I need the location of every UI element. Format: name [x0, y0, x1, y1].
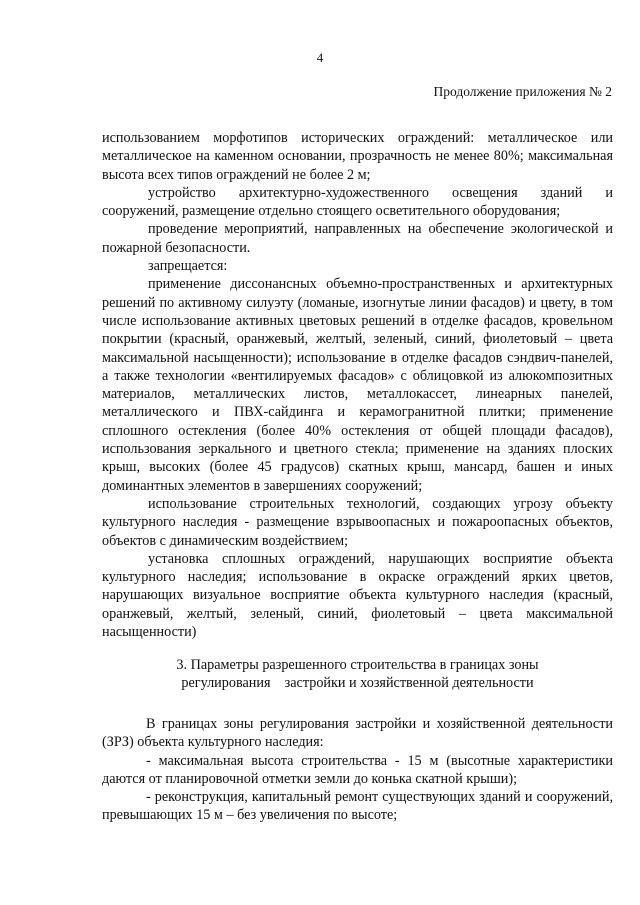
paragraph-zrz-intro: В границах зоны регулирования застройки и хозяйственной деятельности (ЗРЗ) объекта культурного наследия: [102, 716, 613, 751]
paragraph-prohibited-label: запрещается: [148, 258, 228, 275]
section-heading [102, 656, 613, 693]
appendix-continuation-note: Продолжение приложения № 2 [433, 84, 612, 99]
paragraph-max-height: - максимальная высота строительства - 15 м (высотные характеристики даются от планировочной отметки земли до конька скатной крыши); [102, 752, 613, 787]
paragraph-safety: проведение мероприятий, направленных на обеспечение экологической и пожарной безопасности. [102, 221, 613, 256]
paragraph-construction-technologies: использование строительных технологий, создающих угрозу объекту культурного наследия - размещение взрывоопасных и пожароопасных объектов, объектов с динамическим воздействием; [102, 495, 613, 549]
paragraph-reconstruction: - реконструкция, капитальный ремонт существующих зданий и сооружений, превышающих 15 м – без увеличения по высоте; [102, 789, 613, 824]
section-heading-line-2: регулирования застройки и хозяйственной деятельности [181, 675, 534, 692]
section-heading-line-1: 3. Параметры разрешенного строительства в границах зоны [176, 657, 539, 673]
page-number: 4 [316, 50, 324, 65]
paragraph-solid-fences: установка сплошных ограждений, нарушающих восприятие объекта культурного наследия; использование в окраске ограждений ярких цветов, нарушающих визуальное восприятие объекта культурного наследия (красный, оранжевый, желтый, зеленый, синий, фиолетовый – цвета максимальной насыщенности) [102, 550, 613, 641]
section-body [102, 715, 613, 825]
paragraph-dissonant-solutions: применение диссонансных объемно-пространственных и архитектурных решений по активному силуэту (ломаные, изогнутые линии фасадов) и цвету, в том числе использование активных цветовых решений в отделке фасадов, кровельном покрытии (красный, оранжевый, желтый, зеленый, синий, фиолетовый – цвета максимальной насыщенности); использование в отделке фасадов сэндвич-панелей, а также технологии «вентилируемых фасадов» с облицовкой из алюкомпозитных материалов, металлических листов, металлокассет, линеарных панелей, металлического и ПВХ-сайдинга и керамогранитной плитки; применение сплошного остекления (более 40% остекления от общей площади фасадов), использования зеркального и цветного стекла; применение на зданиях плоских крыш, высоких (более 45 градусов) скатных крыш, мансард, башен и иных доминантных элементов в завершениях сооружений; [102, 276, 613, 494]
paragraph-fences: использованием морфотипов исторических ограждений: металлическое или металлическое на каменном основании, прозрачность не менее 80%; максимальная высота всех типов ограждений не более 2 м; [102, 130, 613, 183]
regulations-body [102, 129, 613, 641]
paragraph-lighting: устройство архитектурно-художественного освещения зданий и сооружений, размещение отдельно стоящего осветительного оборудования; [102, 184, 613, 220]
